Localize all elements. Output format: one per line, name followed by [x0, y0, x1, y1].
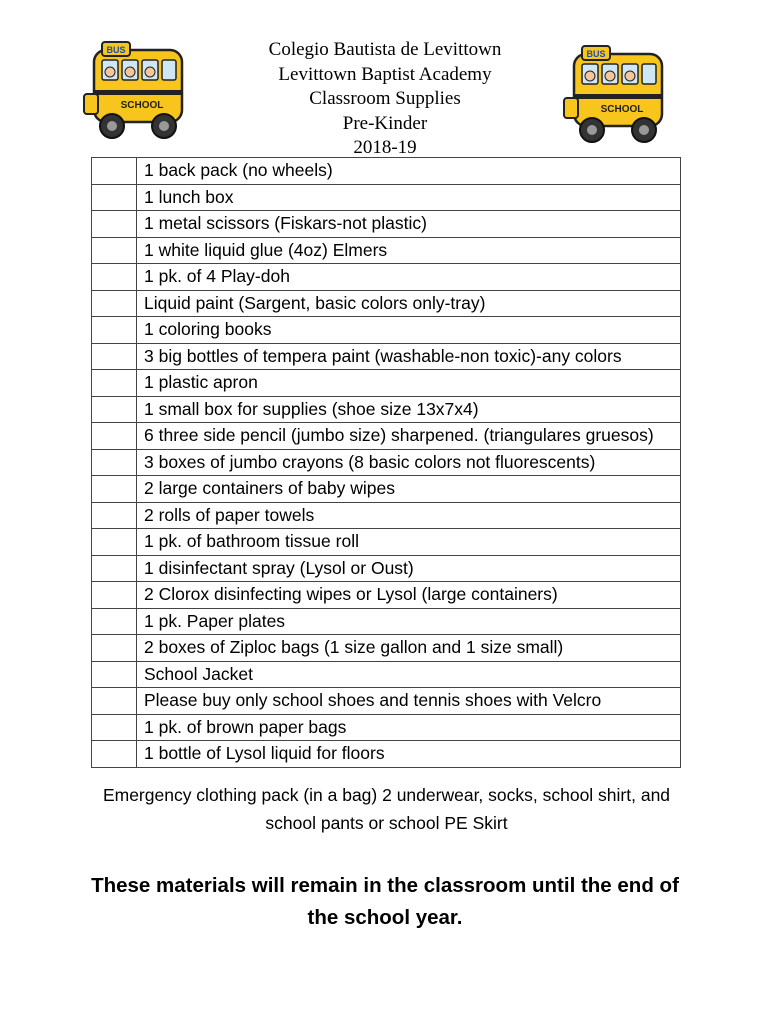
document-header	[200, 38, 570, 161]
supply-row	[92, 211, 681, 238]
checkbox-cell	[92, 502, 137, 529]
checkbox-cell	[92, 661, 137, 688]
supply-row	[92, 343, 681, 370]
grade-level: Pre-Kinder	[342, 112, 428, 134]
supply-item: 1 pk. Paper plates	[137, 608, 681, 635]
supply-item: 1 pk. of bathroom tissue roll	[137, 529, 681, 556]
supply-row	[92, 502, 681, 529]
school-bus-illustration-right	[560, 40, 670, 150]
supply-item: 1 small box for supplies (shoe size 13x7x4)	[137, 396, 681, 423]
supply-item: 2 Clorox disinfecting wipes or Lysol (large containers)	[137, 582, 681, 609]
checkbox-cell	[92, 608, 137, 635]
supply-row	[92, 423, 681, 450]
checkbox-cell	[92, 555, 137, 582]
closing-statement: These materials will remain in the classroom until the end of the school year.	[91, 874, 679, 929]
supply-item: 3 big bottles of tempera paint (washable-non toxic)-any colors	[137, 343, 681, 370]
bus-sign-text: BUS	[106, 45, 126, 55]
supply-row	[92, 317, 681, 344]
supply-row	[92, 635, 681, 662]
supply-row	[92, 264, 681, 291]
supply-item: School Jacket	[137, 661, 681, 688]
supply-item: 1 lunch box	[137, 184, 681, 211]
emergency-clothing-note: Emergency clothing pack (in a bag) 2 underwear, socks, school shirt, and school pants or school PE Skirt	[102, 785, 671, 833]
supply-item: 2 rolls of paper towels	[137, 502, 681, 529]
supply-item: 1 plastic apron	[137, 370, 681, 397]
supply-row	[92, 529, 681, 556]
supply-item: 2 large containers of baby wipes	[137, 476, 681, 503]
supply-row	[92, 661, 681, 688]
supply-row	[92, 476, 681, 503]
checkbox-cell	[92, 449, 137, 476]
supply-row	[92, 741, 681, 768]
checkbox-cell	[92, 184, 137, 211]
supply-row	[92, 237, 681, 264]
supply-item: Please buy only school shoes and tennis shoes with Velcro	[137, 688, 681, 715]
document-title: Classroom Supplies	[309, 88, 461, 109]
supply-row	[92, 688, 681, 715]
bus-side-text: SCHOOL	[120, 100, 164, 111]
checkbox-cell	[92, 370, 137, 397]
checkbox-cell	[92, 290, 137, 317]
supply-row	[92, 582, 681, 609]
supply-item: 1 metal scissors (Fiskars-not plastic)	[137, 211, 681, 238]
supply-row	[92, 555, 681, 582]
checkbox-cell	[92, 423, 137, 450]
checkbox-cell	[92, 688, 137, 715]
checkbox-cell	[92, 158, 137, 185]
bus-sign-text: BUS	[586, 49, 606, 59]
checkbox-cell	[92, 317, 137, 344]
checkbox-cell	[92, 582, 137, 609]
checkbox-cell	[92, 476, 137, 503]
checkbox-cell	[92, 714, 137, 741]
supply-item: 1 disinfectant spray (Lysol or Oust)	[137, 555, 681, 582]
supply-row	[92, 370, 681, 397]
supply-item: 1 pk. of 4 Play-doh	[137, 264, 681, 291]
checkbox-cell	[92, 529, 137, 556]
supply-row	[92, 158, 681, 185]
supplies-table	[91, 157, 681, 768]
supply-item: 1 bottle of Lysol liquid for floors	[137, 741, 681, 768]
checkbox-cell	[92, 635, 137, 662]
supply-item: Liquid paint (Sargent, basic colors only-tray)	[137, 290, 681, 317]
supply-item: 3 boxes of jumbo crayons (8 basic colors not fluorescents)	[137, 449, 681, 476]
supply-row	[92, 184, 681, 211]
checkbox-cell	[92, 264, 137, 291]
supply-row	[92, 290, 681, 317]
checkbox-cell	[92, 211, 137, 238]
supply-item: 1 white liquid glue (4oz) Elmers	[137, 237, 681, 264]
supply-item: 1 coloring books	[137, 317, 681, 344]
school-year: 2018-19	[353, 137, 417, 158]
supply-row	[92, 714, 681, 741]
supply-item: 1 pk. of brown paper bags	[137, 714, 681, 741]
supply-item: 1 back pack (no wheels)	[137, 158, 681, 185]
supply-item: 2 boxes of Ziploc bags (1 size gallon and 1 size small)	[137, 635, 681, 662]
school-name-english: Levittown Baptist Academy	[278, 63, 492, 85]
checkbox-cell	[92, 343, 137, 370]
school-name-spanish: Colegio Bautista de Levittown	[268, 39, 502, 60]
checkbox-cell	[92, 237, 137, 264]
bus-side-text: SCHOOL	[600, 104, 644, 115]
supply-row	[92, 396, 681, 423]
checkbox-cell	[92, 396, 137, 423]
school-bus-illustration-left	[80, 36, 190, 146]
supply-row	[92, 608, 681, 635]
supply-row	[92, 449, 681, 476]
checkbox-cell	[92, 741, 137, 768]
supply-item: 6 three side pencil (jumbo size) sharpened. (triangulares gruesos)	[137, 423, 681, 450]
